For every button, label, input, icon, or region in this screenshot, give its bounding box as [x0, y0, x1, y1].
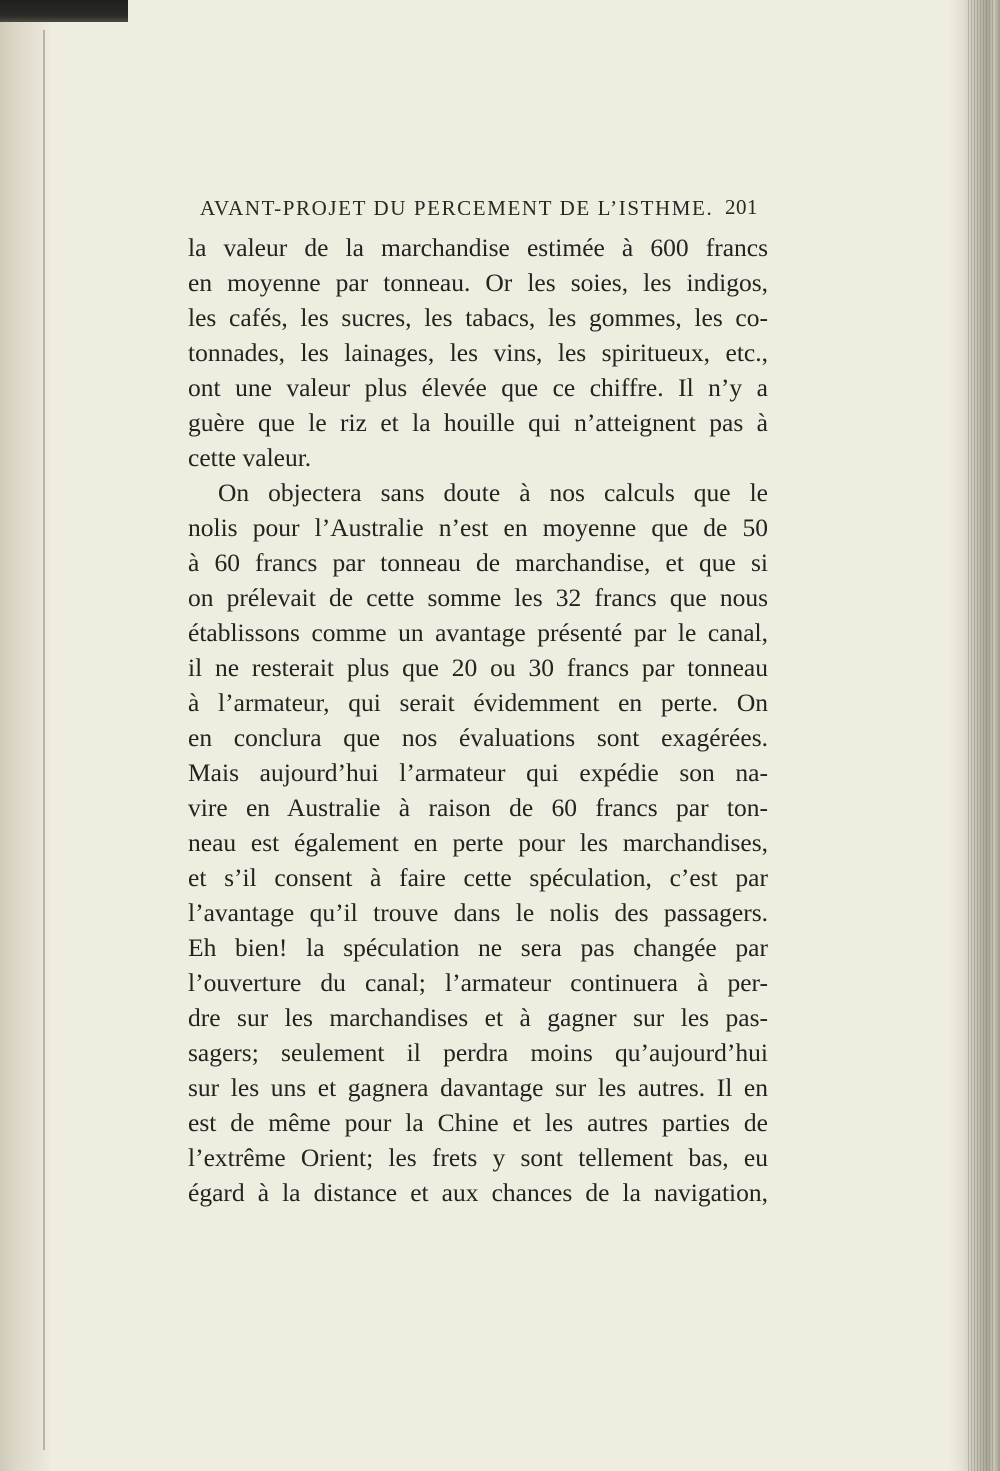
- text-line: à l’armateur, qui serait évidemment en perte. On: [188, 688, 768, 717]
- text-line: égard à la distance et aux chances de la navigation,: [188, 1178, 768, 1207]
- text-line: cette valeur.: [188, 443, 312, 472]
- text-line: les cafés, les sucres, les tabacs, les gommes, les co-: [188, 303, 768, 332]
- text-line: neau est également en perte pour les marchandises,: [188, 828, 768, 857]
- page-content: [188, 190, 768, 1210]
- text-line: sagers; seulement il perdra moins qu’aujourd’hui: [188, 1038, 768, 1067]
- text-line: à 60 francs par tonneau de marchandise, et que si: [188, 548, 768, 577]
- text-line: dre sur les marchandises et à gagner sur les pas-: [188, 1003, 768, 1032]
- text-line: Eh bien! la spéculation ne sera pas changée par: [188, 933, 768, 962]
- text-line: est de même pour la Chine et les autres parties de: [188, 1108, 768, 1137]
- text-line: il ne resterait plus que 20 ou 30 francs par tonneau: [188, 653, 768, 682]
- text-line: établissons comme un avantage présenté par le canal,: [188, 618, 768, 647]
- text-line: l’extrême Orient; les frets y sont tellement bas, eu: [188, 1143, 768, 1172]
- gutter-fold-line: [43, 30, 45, 1450]
- text-line: l’ouverture du canal; l’armateur continuera à per-: [188, 968, 768, 997]
- text-line: la valeur de la marchandise estimée à 600 francs: [188, 233, 768, 262]
- text-line: nolis pour l’Australie n’est en moyenne que de 50: [188, 513, 768, 542]
- text-line: Mais aujourd’hui l’armateur qui expédie son na-: [188, 758, 768, 787]
- page-number: 201: [725, 195, 758, 219]
- paragraph: [188, 230, 768, 475]
- text-line: sur les uns et gagnera davantage sur les autres. Il en: [188, 1073, 768, 1102]
- text-line: l’avantage qu’il trouve dans le nolis des passagers.: [188, 898, 768, 927]
- text-line: On objectera sans doute à nos calculs que le: [218, 478, 768, 507]
- running-head: [188, 190, 768, 230]
- text-line: vire en Australie à raison de 60 francs par ton-: [188, 793, 768, 822]
- text-line: tonnades, les lainages, les vins, les spiritueux, etc.,: [188, 338, 768, 367]
- body-text: [188, 230, 768, 1210]
- text-line: ont une valeur plus élevée que ce chiffre. Il n’y a: [188, 373, 768, 402]
- page-stack-lines: [968, 0, 994, 1471]
- text-line: on prélevait de cette somme les 32 francs que nous: [188, 583, 768, 612]
- book-binding: [0, 0, 128, 22]
- text-line: en moyenne par tonneau. Or les soies, les indigos,: [188, 268, 768, 297]
- text-line: guère que le riz et la houille qui n’atteignent pas à: [188, 408, 768, 437]
- paragraph: [188, 475, 768, 1210]
- running-head-title: AVANT-PROJET DU PERCEMENT DE L’ISTHME.: [200, 196, 714, 220]
- text-line: et s’il consent à faire cette spéculation, c’est par: [188, 863, 768, 892]
- text-line: en conclura que nos évaluations sont exagérées.: [188, 723, 768, 752]
